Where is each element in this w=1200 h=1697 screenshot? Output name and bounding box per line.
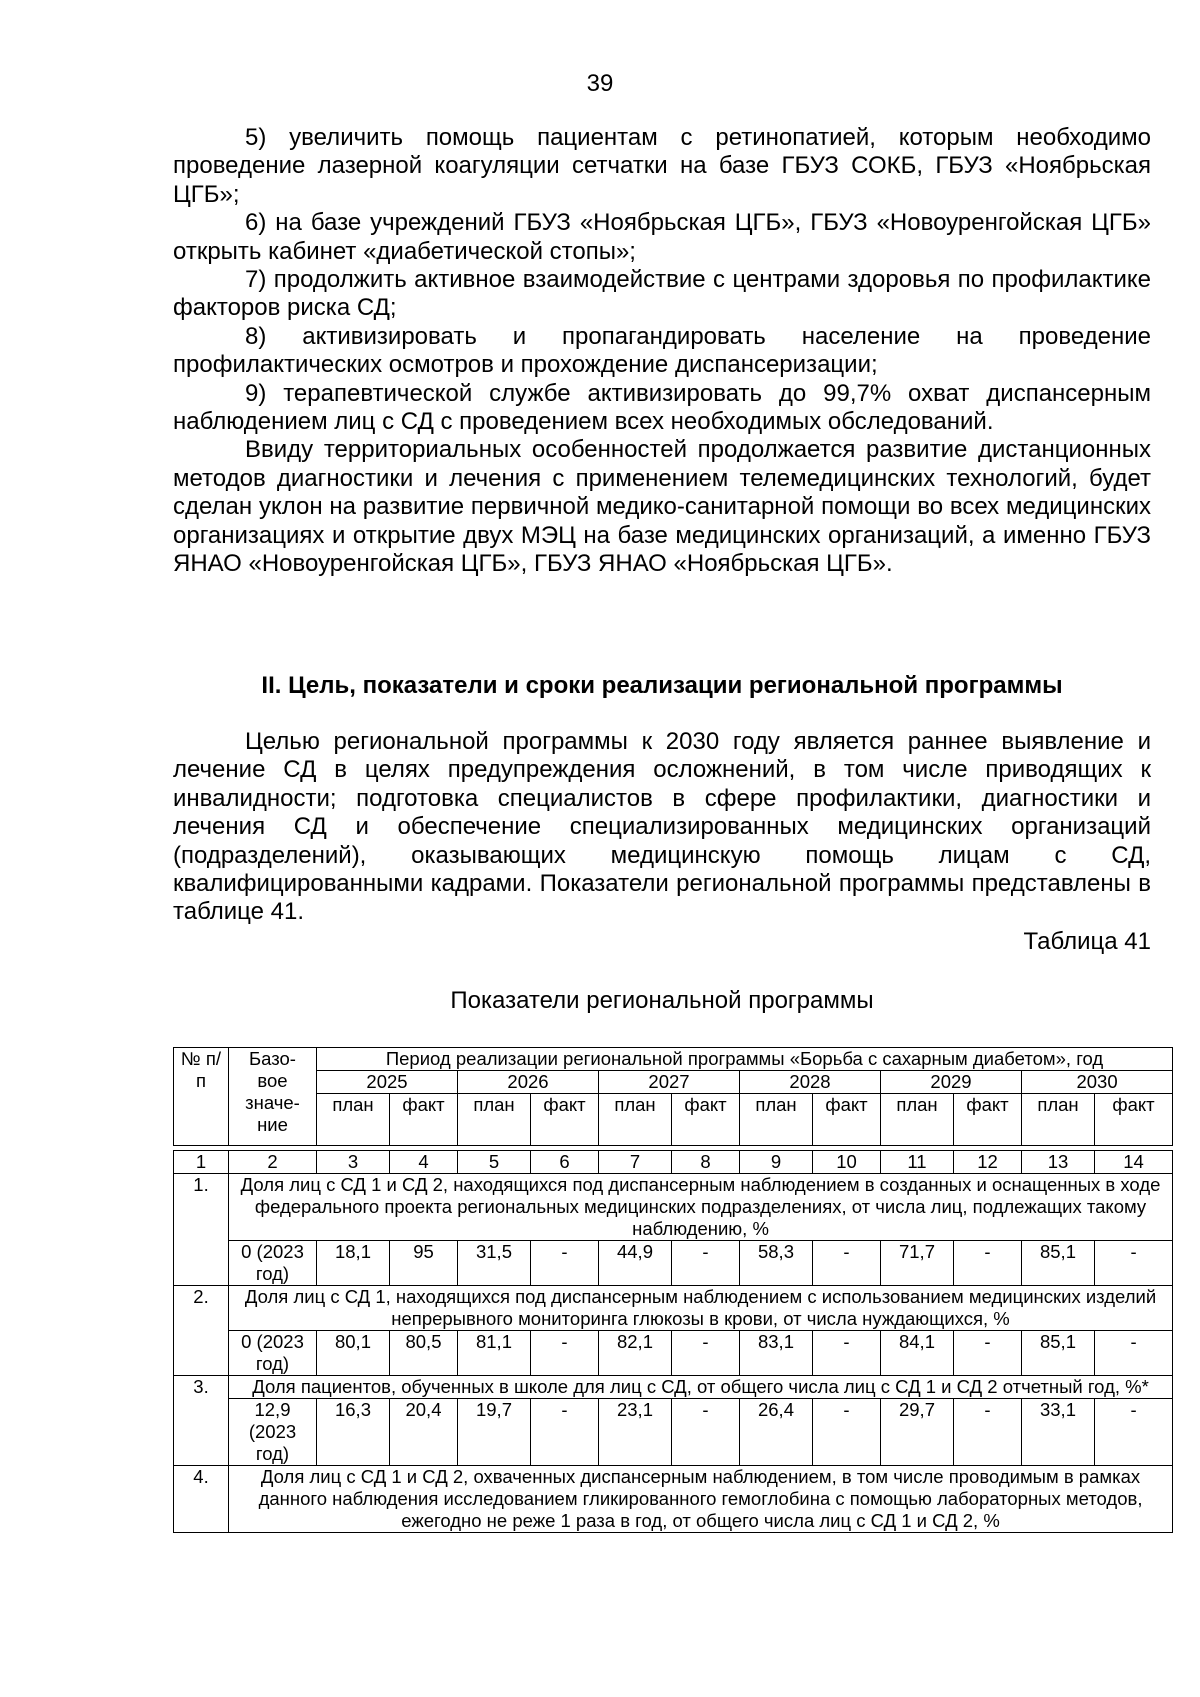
column-number: 4: [390, 1151, 458, 1174]
indicator-values-row: [174, 1241, 1173, 1286]
value-cell: 85,1: [1022, 1241, 1095, 1286]
plan-header: план: [740, 1094, 813, 1146]
page-number: 39: [586, 70, 614, 97]
value-cell: -: [954, 1399, 1022, 1466]
value-cell: -: [531, 1241, 599, 1286]
fact-header: факт: [813, 1094, 881, 1146]
row-number: 3.: [174, 1376, 229, 1466]
plan-header: план: [458, 1094, 531, 1146]
header-cell: Базо- вое значе- ние: [229, 1048, 317, 1146]
section-heading: II. Цель, показатели и сроки реализации региональной программы: [261, 672, 1063, 699]
header-row: [174, 1071, 1173, 1094]
value-cell: -: [1095, 1241, 1173, 1286]
value-cell: -: [672, 1331, 740, 1376]
year-header: 2029: [881, 1071, 1022, 1094]
value-cell: 71,7: [881, 1241, 954, 1286]
value-cell: 29,7: [881, 1399, 954, 1466]
value-cell: 81,1: [458, 1331, 531, 1376]
column-number: 1: [174, 1151, 229, 1174]
paragraph: 9) терапевтической службе активизировать до 99,7% охват диспансерным наблюдением лиц с СД с проведением всех необходимых обследований.: [173, 379, 1151, 436]
column-number: 8: [672, 1151, 740, 1174]
year-header: 2028: [740, 1071, 881, 1094]
column-number: 7: [599, 1151, 672, 1174]
value-cell: -: [531, 1331, 599, 1376]
base-value: 12,9 (2023 год): [229, 1399, 317, 1466]
column-number-row: [174, 1151, 1173, 1174]
value-cell: 84,1: [881, 1331, 954, 1376]
body-text: [173, 124, 1151, 579]
value-cell: -: [672, 1399, 740, 1466]
column-number: 5: [458, 1151, 531, 1174]
indicator-title-row: [174, 1376, 1173, 1399]
value-cell: 26,4: [740, 1399, 813, 1466]
fact-header: факт: [672, 1094, 740, 1146]
value-cell: -: [954, 1331, 1022, 1376]
column-number: 13: [1022, 1151, 1095, 1174]
indicator-title-row: [174, 1174, 1173, 1241]
row-number: 2.: [174, 1286, 229, 1376]
paragraph: 8) активизировать и пропагандировать население на проведение профилактических осмотров и прохождение диспансеризации;: [173, 322, 1151, 379]
intro-text: [173, 728, 1151, 927]
value-cell: 80,5: [390, 1331, 458, 1376]
intro-paragraph: Целью региональной программы к 2030 году является раннее выявление и лечение СД в целях предупреждения осложнений, в том числе приводящих к инвалидности; подготовка специалистов в сфере профилактики, диагностики и лечения СД и обеспечение специализированных медицинских организаций (подразделений), оказывающих медицинскую помощь лицам с СД, квалифицированными кадрами. Показатели региональной программы представлены в таблице 41.: [173, 728, 1151, 926]
indicators-table: [173, 1047, 1173, 1533]
indicator-title: Доля лиц с СД 1 и СД 2, находящихся под диспансерным наблюдением в созданных и оснащенных в ходе федерального проекта региональных медицинских подразделениях, от числа лиц, подлежащих такому наблюдению, %: [229, 1174, 1173, 1241]
year-header: 2030: [1022, 1071, 1173, 1094]
plan-header: план: [317, 1094, 390, 1146]
column-number: 3: [317, 1151, 390, 1174]
paragraph: Ввиду территориальных особенностей продолжается развитие дистанционных методов диагностики и лечения с применением телемедицинских технологий, будет сделан уклон на развитие первичной медико-санитарной помощи во всех медицинских организациях и открытие двух МЭЦ на базе медицинских организаций, а именно ГБУЗ ЯНАО «Новоуренгойская ЦГБ», ГБУЗ ЯНАО «Ноябрьская ЦГБ».: [173, 436, 1151, 578]
value-cell: -: [954, 1241, 1022, 1286]
value-cell: 16,3: [317, 1399, 390, 1466]
year-header: 2026: [458, 1071, 599, 1094]
year-header: 2025: [317, 1071, 458, 1094]
indicator-title: Доля лиц с СД 1 и СД 2, охваченных диспансерным наблюдением, в том числе проводимым в рамках данного наблюдения исследованием гликированного гемоглобина с помощью лабораторных методов, ежегодно не реже 1 раза в год, от общего числа лиц с СД 1 и СД 2, %: [229, 1466, 1173, 1533]
value-cell: 20,4: [390, 1399, 458, 1466]
row-number: 4.: [174, 1466, 229, 1533]
value-cell: 80,1: [317, 1331, 390, 1376]
header-cell: № п/п: [174, 1048, 229, 1146]
indicator-title-row: [174, 1466, 1173, 1533]
indicators-table-wrap: [173, 1047, 1161, 1533]
column-number: 12: [954, 1151, 1022, 1174]
indicator-values-row: [174, 1331, 1173, 1376]
value-cell: 83,1: [740, 1331, 813, 1376]
paragraph: 5) увеличить помощь пациентам с ретинопатией, которым необходимо проведение лазерной коагуляции сетчатки на базе ГБУЗ СОКБ, ГБУЗ «Ноябрьская ЦГБ»;: [173, 124, 1151, 208]
plan-header: план: [1022, 1094, 1095, 1146]
column-number: 10: [813, 1151, 881, 1174]
base-value: 0 (2023 год): [229, 1241, 317, 1286]
row-number: 1.: [174, 1174, 229, 1286]
header-row: [174, 1094, 1173, 1146]
indicator-title: Доля лиц с СД 1, находящихся под диспансерным наблюдением с использованием медицинских изделий непрерывного мониторинга глюкозы в крови, от числа нуждающихся, %: [229, 1286, 1173, 1331]
value-cell: -: [531, 1399, 599, 1466]
plan-header: план: [599, 1094, 672, 1146]
value-cell: 18,1: [317, 1241, 390, 1286]
value-cell: 85,1: [1022, 1331, 1095, 1376]
value-cell: 31,5: [458, 1241, 531, 1286]
value-cell: -: [813, 1241, 881, 1286]
table-title: Показатели региональной программы: [450, 987, 874, 1014]
paragraph: 7) продолжить активное взаимодействие с центрами здоровья по профилактике факторов риска СД;: [173, 266, 1151, 322]
column-number: 9: [740, 1151, 813, 1174]
fact-header: факт: [390, 1094, 458, 1146]
value-cell: -: [1095, 1331, 1173, 1376]
table-number: Таблица 41: [1023, 928, 1151, 955]
value-cell: 58,3: [740, 1241, 813, 1286]
base-value: 0 (2023 год): [229, 1331, 317, 1376]
value-cell: 33,1: [1022, 1399, 1095, 1466]
value-cell: -: [672, 1241, 740, 1286]
indicator-title: Доля пациентов, обученных в школе для лиц с СД, от общего числа лиц с СД 1 и СД 2 отчетный год, %*: [229, 1376, 1173, 1399]
value-cell: -: [813, 1399, 881, 1466]
value-cell: 23,1: [599, 1399, 672, 1466]
fact-header: факт: [531, 1094, 599, 1146]
header-row: [174, 1048, 1173, 1071]
value-cell: -: [1095, 1399, 1173, 1466]
year-header: 2027: [599, 1071, 740, 1094]
fact-header: факт: [954, 1094, 1022, 1146]
column-number: 2: [229, 1151, 317, 1174]
paragraph: 6) на базе учреждений ГБУЗ «Ноябрьская ЦГБ», ГБУЗ «Новоуренгойская ЦГБ» открыть кабинет «диабетической стопы»;: [173, 209, 1151, 265]
value-cell: 44,9: [599, 1241, 672, 1286]
value-cell: -: [813, 1331, 881, 1376]
indicator-values-row: [174, 1399, 1173, 1466]
value-cell: 19,7: [458, 1399, 531, 1466]
column-number: 6: [531, 1151, 599, 1174]
plan-header: план: [881, 1094, 954, 1146]
column-number: 11: [881, 1151, 954, 1174]
header-cell: Период реализации региональной программы «Борьба с сахарным диабетом», год: [317, 1048, 1173, 1071]
value-cell: 95: [390, 1241, 458, 1286]
column-number: 14: [1095, 1151, 1173, 1174]
value-cell: 82,1: [599, 1331, 672, 1376]
indicator-title-row: [174, 1286, 1173, 1331]
fact-header: факт: [1095, 1094, 1173, 1146]
